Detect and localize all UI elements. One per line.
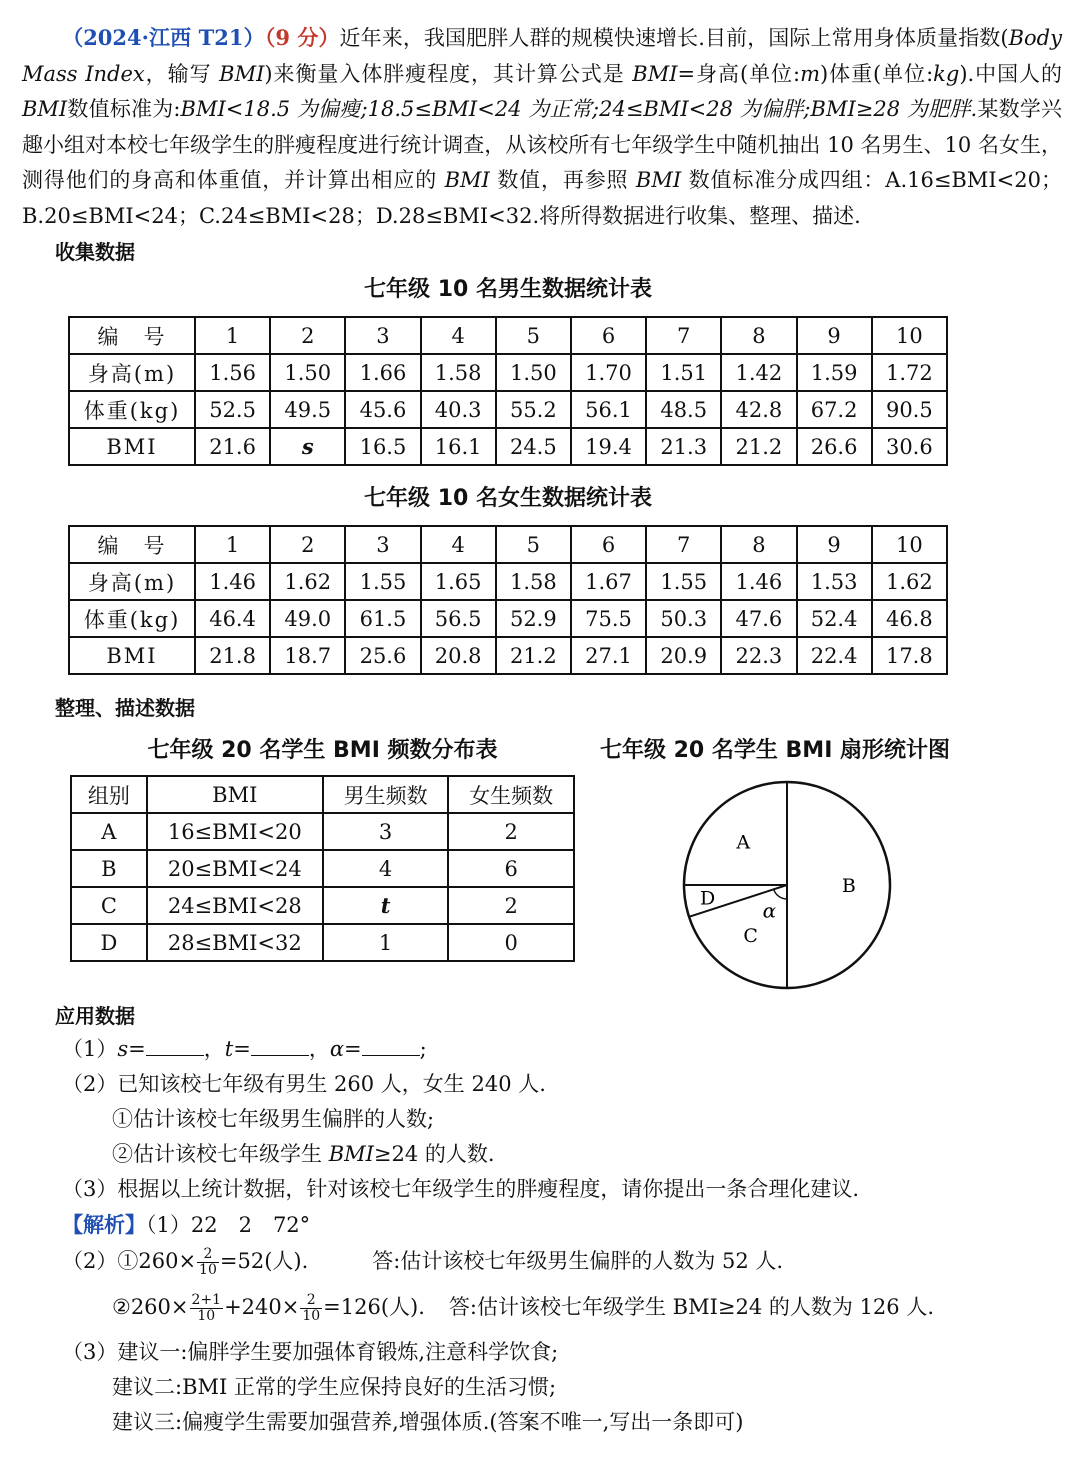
- table-cell: 9: [797, 526, 872, 563]
- pie-chart: [672, 770, 902, 1000]
- table-cell: 9: [797, 317, 872, 354]
- table-cell: t: [323, 887, 449, 924]
- table-cell: 1.67: [571, 563, 646, 600]
- pie-title: 七年级 20 名学生 BMI 扇形统计图: [599, 738, 951, 763]
- table-cell: 1.70: [571, 354, 646, 391]
- table-cell: 6: [571, 317, 646, 354]
- fraction-numerator: 2: [197, 1247, 219, 1263]
- table-cell: 67.2: [797, 391, 872, 428]
- table-row: [71, 850, 574, 887]
- table-cell: 20≤BMI<24: [147, 850, 323, 887]
- table-cell: 1.46: [721, 563, 796, 600]
- table-row: [69, 317, 947, 354]
- table-cell: 1.66: [345, 354, 420, 391]
- table-cell: 17.8: [872, 637, 947, 674]
- table-cell: 2: [270, 317, 345, 354]
- question-2-1: ①估计该校七年级男生偏胖的人数;: [112, 1107, 435, 1131]
- fraction-denominator: 10: [302, 1308, 321, 1324]
- section-organize: 整理、描述数据: [55, 696, 195, 720]
- answer-text: ②260×: [112, 1295, 189, 1319]
- table-cell: 52.9: [496, 600, 571, 637]
- table-cell: 1.42: [721, 354, 796, 391]
- table-cell: 56.5: [421, 600, 496, 637]
- answer-2-2: [112, 1290, 934, 1325]
- row-header-cell: 编 号: [69, 317, 195, 354]
- unit-m: m: [800, 61, 820, 86]
- table-cell: 21.2: [721, 428, 796, 465]
- intro-text: 某数学兴趣小组对本校七年级学生的胖瘦程度进行统计调查，从该校所有七年级学生中随机抽出 10 名男生、10 名女生，测得他们的身高和体重值，并计算出相应的: [22, 97, 1063, 192]
- table-cell: 46.4: [195, 600, 270, 637]
- table-cell: 27.1: [571, 637, 646, 674]
- answer-text: （2）①260×: [62, 1249, 197, 1273]
- table-cell: 10: [872, 526, 947, 563]
- table-cell: s: [270, 428, 345, 465]
- table-cell: 10: [872, 317, 947, 354]
- table-cell: 18.7: [270, 637, 345, 674]
- suggestion-1: （3）建议一:偏胖学生要加强体育锻炼,注意科学饮食;: [62, 1340, 559, 1364]
- intro-text: 数值标准为:: [67, 97, 181, 121]
- intro-text: ).中国人的: [959, 61, 1062, 86]
- section-apply: 应用数据: [55, 1004, 135, 1028]
- table-row: [71, 813, 574, 850]
- question-2-2: [112, 1137, 495, 1172]
- unit-kg: kg: [933, 61, 960, 86]
- girls-table-title: 七年级 10 名女生数据统计表: [364, 486, 652, 511]
- table-cell: 21.8: [195, 637, 270, 674]
- section-collect: 收集数据: [55, 240, 135, 264]
- table-cell: 46.8: [872, 600, 947, 637]
- table-cell: 1.65: [421, 563, 496, 600]
- table-cell: 50.3: [646, 600, 721, 637]
- intro-text: )体重(单位:: [820, 61, 934, 86]
- table-cell: 1.56: [195, 354, 270, 391]
- row-header-cell: BMI: [69, 637, 195, 674]
- table-header-row: [71, 776, 574, 813]
- table-cell: 30.6: [872, 428, 947, 465]
- answer-1-text: （1）22 2 72°: [146, 1213, 311, 1237]
- table-cell: 40.3: [421, 391, 496, 428]
- table-cell: 90.5: [872, 391, 947, 428]
- intro-text: ，输写: [144, 61, 220, 86]
- table-cell: D: [71, 924, 147, 961]
- table-cell: 7: [646, 526, 721, 563]
- fraction-numerator: 2+1: [191, 1292, 222, 1308]
- table-cell: 16.5: [345, 428, 420, 465]
- table-row: [69, 391, 947, 428]
- q1-t-var: t: [224, 1037, 234, 1061]
- table-cell: 8: [721, 317, 796, 354]
- freq-table: [70, 775, 575, 962]
- q2-2-text: ≥24 的人数.: [373, 1142, 495, 1166]
- table-row: [69, 354, 947, 391]
- bmi-term: BMI: [219, 61, 265, 86]
- source-tag: （2024·江西 T21）: [62, 25, 265, 50]
- answer-text: 答:估计该校七年级学生 BMI≥24 的人数为 126 人.: [448, 1295, 935, 1319]
- fraction: [197, 1247, 219, 1278]
- column-header: 男生频数: [323, 776, 449, 813]
- bmi-term: BMI: [22, 97, 68, 121]
- fraction-denominator: 10: [197, 1308, 216, 1324]
- column-header: BMI: [147, 776, 323, 813]
- table-cell: 1.72: [872, 354, 947, 391]
- table-cell: 3: [345, 526, 420, 563]
- pie-label-d: D: [700, 887, 716, 910]
- table-row: [69, 637, 947, 674]
- table-cell: 2: [270, 526, 345, 563]
- table-cell: 1.62: [270, 563, 345, 600]
- table-cell: 8: [721, 526, 796, 563]
- answer-2-1: [62, 1244, 783, 1279]
- boys-table: [68, 316, 948, 466]
- table-cell: 1: [195, 317, 270, 354]
- table-cell: 22.4: [797, 637, 872, 674]
- table-cell: C: [71, 887, 147, 924]
- question-2: （2）已知该校七年级有男生 260 人，女生 240 人.: [62, 1072, 546, 1096]
- table-cell: 21.6: [195, 428, 270, 465]
- table-cell: 42.8: [721, 391, 796, 428]
- table-cell: 19.4: [571, 428, 646, 465]
- intro-english-term: Body Mass Index: [22, 26, 1062, 86]
- table-cell: 1.55: [345, 563, 420, 600]
- intro-text: 数值标准分成四组：A.16≤BMI<20；B.20≤BMI<24；C.24≤BMI<28；D.28≤BMI<32.将所得数据进行收集、整理、描述.: [22, 168, 1062, 228]
- table-cell: 1.46: [195, 563, 270, 600]
- table-cell: 6: [571, 526, 646, 563]
- table-cell: 47.6: [721, 600, 796, 637]
- angle-alpha-label: α: [762, 898, 777, 923]
- table-cell: 5: [496, 317, 571, 354]
- q2-2-text: ②估计该校七年级学生: [112, 1142, 329, 1166]
- answer-text: =126(人).: [323, 1295, 425, 1319]
- table-cell: 20.9: [646, 637, 721, 674]
- table-cell: 55.2: [496, 391, 571, 428]
- answer-blank-t[interactable]: [251, 1035, 309, 1056]
- column-header: 女生频数: [448, 776, 574, 813]
- fraction-denominator: 10: [199, 1262, 217, 1278]
- table-row: [71, 887, 574, 924]
- table-cell: 1: [323, 924, 449, 961]
- table-cell: A: [71, 813, 147, 850]
- table-cell: 1.51: [646, 354, 721, 391]
- table-cell: 22.3: [721, 637, 796, 674]
- row-header-cell: 身高(m): [69, 563, 195, 600]
- table-cell: 1.50: [496, 354, 571, 391]
- answer-blank-s[interactable]: [146, 1035, 204, 1056]
- table-cell: 1.59: [797, 354, 872, 391]
- q1-number: （1）: [62, 1037, 118, 1061]
- table-cell: 16.1: [421, 428, 496, 465]
- intro-text: )来衡量入体胖瘦程度，其计算公式是: [264, 61, 633, 86]
- row-header-cell: 身高(m): [69, 354, 195, 391]
- bmi-term: BMI: [635, 168, 682, 192]
- fraction: [300, 1293, 322, 1324]
- table-cell: 4: [421, 317, 496, 354]
- table-cell: 48.5: [646, 391, 721, 428]
- row-header-cell: BMI: [69, 428, 195, 465]
- table-cell: 21.3: [646, 428, 721, 465]
- table-cell: 52.4: [797, 600, 872, 637]
- table-row: [69, 600, 947, 637]
- answer-text: =52(人).: [219, 1249, 309, 1273]
- table-cell: 28≤BMI<32: [147, 924, 323, 961]
- answer-text: 答:估计该校七年级男生偏胖的人数为 52 人.: [372, 1249, 784, 1273]
- column-header: 组别: [71, 776, 147, 813]
- freq-table-title: 七年级 20 名学生 BMI 频数分布表: [147, 738, 498, 763]
- problem-statement: [22, 20, 1062, 234]
- q1-s-var: s: [117, 1037, 129, 1061]
- table-cell: 24.5: [496, 428, 571, 465]
- suggestion-2: 建议二:BMI 正常的学生应保持良好的生活习惯;: [112, 1375, 557, 1399]
- table-cell: 7: [646, 317, 721, 354]
- table-cell: B: [71, 850, 147, 887]
- table-cell: 4: [421, 526, 496, 563]
- row-header-cell: 编 号: [69, 526, 195, 563]
- girls-table: [68, 525, 948, 675]
- table-cell: 20.8: [421, 637, 496, 674]
- table-cell: 52.5: [195, 391, 270, 428]
- table-cell: 1.58: [421, 354, 496, 391]
- table-cell: 0: [448, 924, 574, 961]
- answer-text: +240×: [224, 1295, 300, 1319]
- answer-blank-alpha[interactable]: [362, 1035, 420, 1056]
- table-cell: 75.5: [571, 600, 646, 637]
- pie-label-b: B: [841, 875, 856, 897]
- table-cell: 56.1: [571, 391, 646, 428]
- table-cell: 49.5: [270, 391, 345, 428]
- table-cell: 61.5: [345, 600, 420, 637]
- table-cell: 16≤BMI<20: [147, 813, 323, 850]
- table-cell: 4: [323, 850, 449, 887]
- intro-text: =身高(单位:: [677, 61, 801, 86]
- bmi-term: BMI: [632, 61, 678, 86]
- answer-tag: 【解析】: [62, 1212, 146, 1237]
- table-cell: 5: [496, 526, 571, 563]
- boys-table-title: 七年级 10 名男生数据统计表: [364, 277, 652, 302]
- fraction: [190, 1293, 224, 1324]
- intro-text: 数值，再参照: [489, 168, 636, 192]
- score-tag: （9 分）: [264, 25, 340, 50]
- table-cell: 2: [448, 813, 574, 850]
- answer-1: [62, 1207, 310, 1243]
- table-row: [69, 428, 947, 465]
- bmi-term: BMI: [444, 168, 490, 192]
- table-cell: 6: [448, 850, 574, 887]
- table-cell: 1.53: [797, 563, 872, 600]
- table-cell: 1.55: [646, 563, 721, 600]
- table-cell: 25.6: [345, 637, 420, 674]
- table-cell: 45.6: [345, 391, 420, 428]
- pie-label-a: A: [736, 831, 751, 854]
- table-cell: 2: [448, 887, 574, 924]
- bmi-standard: BMI<18.5 为偏瘦;18.5≤BMI<24 为正常;24≤BMI<28 为偏胖;BMI≥28 为肥胖.: [180, 97, 978, 121]
- table-row: [71, 924, 574, 961]
- table-cell: 3: [345, 317, 420, 354]
- table-cell: 49.0: [270, 600, 345, 637]
- table-cell: 1.62: [872, 563, 947, 600]
- bmi-term: BMI: [328, 1142, 374, 1166]
- fraction-numerator: 2: [300, 1293, 322, 1309]
- table-row: [69, 526, 947, 563]
- table-cell: 26.6: [797, 428, 872, 465]
- table-row: [69, 563, 947, 600]
- table-cell: 3: [323, 813, 449, 850]
- table-cell: 1.58: [496, 563, 571, 600]
- table-cell: 24≤BMI<28: [147, 887, 323, 924]
- table-cell: 21.2: [496, 637, 571, 674]
- question-1: （1）s= ，t= ，α= ;: [62, 1037, 427, 1061]
- suggestion-3: 建议三:偏瘦学生需要加强营养,增强体质.(答案不唯一,写出一条即可): [112, 1410, 744, 1434]
- table-cell: 1: [195, 526, 270, 563]
- row-header-cell: 体重(kg): [69, 600, 195, 637]
- row-header-cell: 体重(kg): [69, 391, 195, 428]
- intro-text: 近年来，我国肥胖人群的规模快速增长.目前，国际上常用身体质量指数(: [339, 26, 1009, 50]
- pie-label-c: C: [743, 924, 758, 947]
- table-cell: 1.50: [270, 354, 345, 391]
- q1-alpha-var: α: [329, 1037, 345, 1061]
- question-3: （3）根据以上统计数据，针对该校七年级学生的胖瘦程度，请你提出一条合理化建议.: [62, 1177, 860, 1201]
